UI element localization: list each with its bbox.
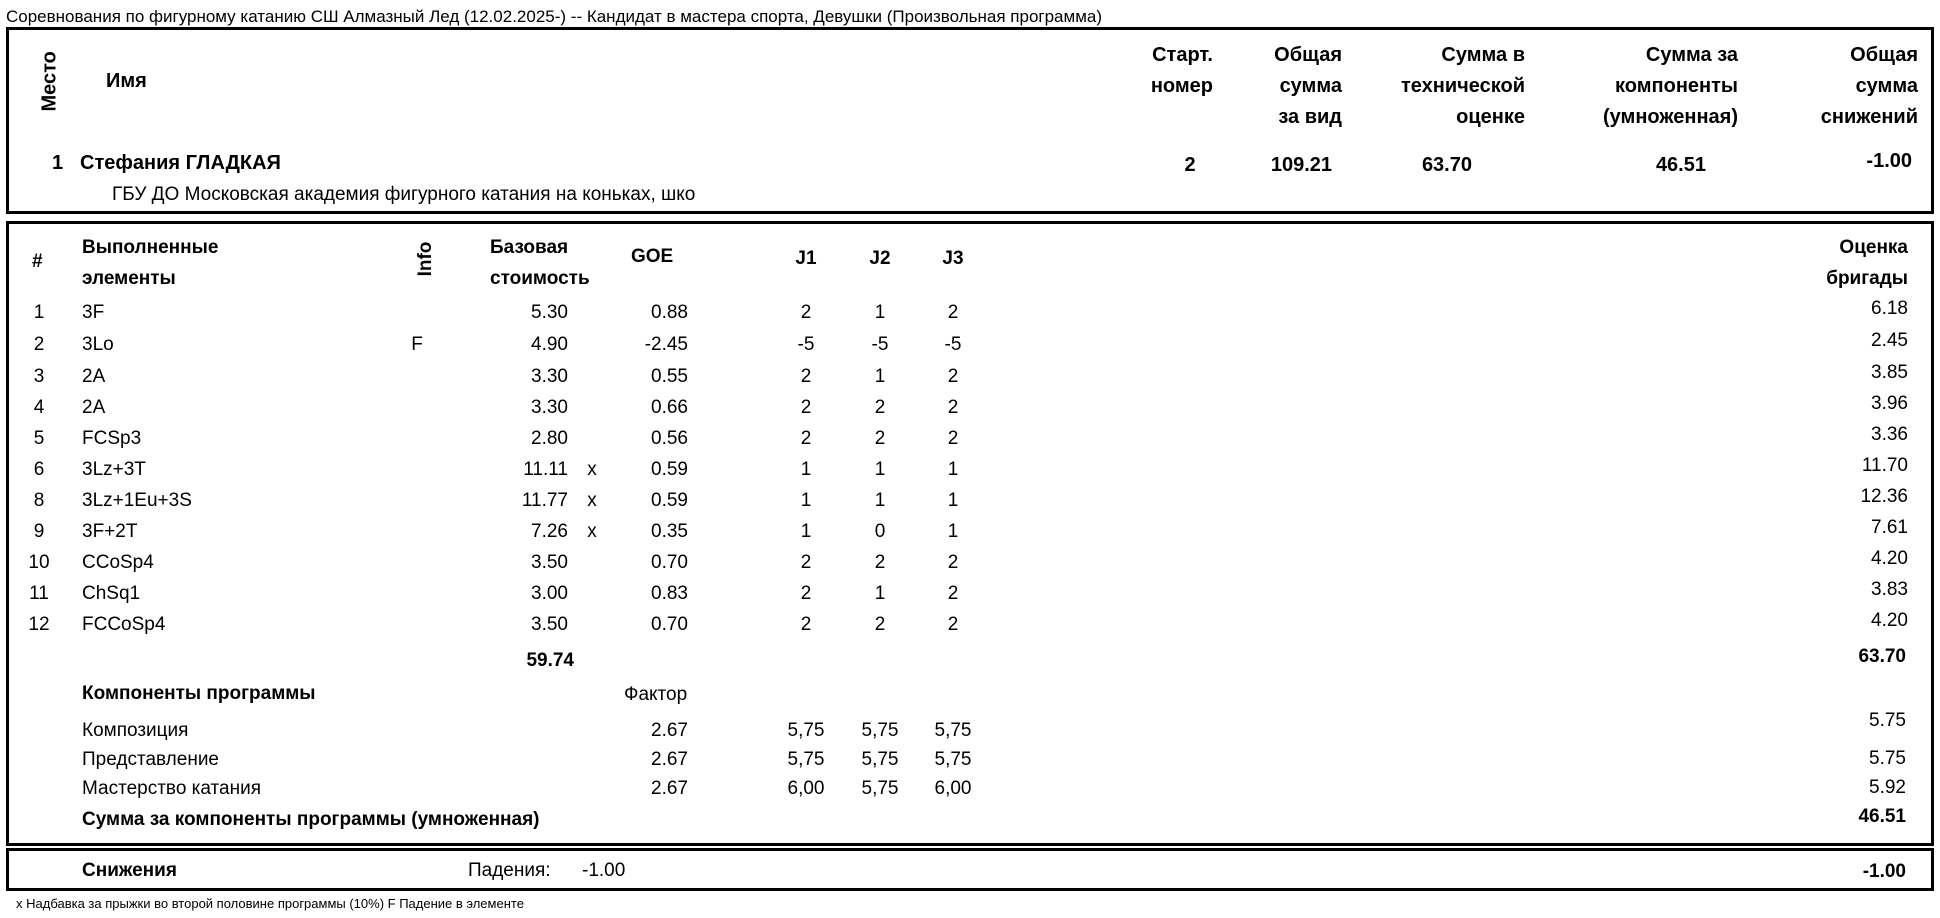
element-j2: 1 [874,583,886,604]
element-goe: 0.35 [651,521,688,542]
element-num: 2 [33,334,45,355]
element-num: 11 [29,583,49,604]
element-base: 11.77 [521,490,568,511]
element-j1: 2 [800,552,812,573]
element-j1: 2 [800,428,812,449]
element-num: 4 [33,397,45,418]
element-j2: 0 [874,521,886,542]
falls-value: -1.00 [582,860,626,881]
header-pcs: Сумма за компоненты (умноженная) [1603,44,1738,128]
element-j2: -5 [871,334,889,355]
element-name: ChSq1 [82,583,141,604]
element-num: 10 [28,552,50,573]
component-j3: 5,75 [934,720,972,741]
element-j2: 2 [874,614,886,635]
element-j3: 2 [947,583,959,604]
element-j3: 2 [947,428,959,449]
footnote: x Надбавка за прыжки во второй половине программы (10%) F Падение в элементе [16,896,524,911]
element-score: 7.61 [1871,517,1908,538]
element-num: 5 [33,428,45,449]
element-j3: 2 [947,614,959,635]
component-j1: 5,75 [787,749,825,770]
component-j3: 6,00 [934,778,972,799]
el-header-score: Оценка бригады [1826,237,1908,289]
element-name: FCCoSp4 [82,614,166,635]
element-score: 2.45 [1871,330,1908,351]
element-score: 6.18 [1871,298,1908,319]
element-j1: 2 [800,397,812,418]
element-j2: 1 [874,459,886,480]
element-base: 3.30 [531,397,568,418]
element-num: 3 [33,366,45,387]
element-score: 12.36 [1860,486,1908,507]
element-goe: 0.55 [651,366,688,387]
element-j2: 2 [874,552,886,573]
element-j1: 1 [800,521,812,542]
element-name: 3Lz+3T [82,459,146,480]
element-x: x [587,521,597,542]
header-start: Старт. номер [1150,44,1213,97]
component-score: 5.92 [1869,777,1906,798]
skater-tes: 63.70 [1421,154,1472,176]
element-num: 6 [33,459,45,480]
element-goe: 0.83 [651,583,688,604]
skater-pcs: 46.51 [1655,154,1706,176]
element-name: 3Lz+1Eu+3S [82,490,192,511]
element-base: 3.00 [531,583,568,604]
element-base: 3.50 [531,614,568,635]
element-info: F [411,334,423,355]
element-j3: 1 [947,459,959,480]
element-j1: -5 [797,334,815,355]
element-j1: 2 [800,583,812,604]
element-base: 3.50 [531,552,568,573]
element-score: 11.70 [1861,455,1908,476]
element-j3: 2 [947,397,959,418]
skater-place: 1 [52,152,64,174]
element-j3: 2 [947,302,959,323]
component-score: 5.75 [1869,710,1906,731]
components-title: Компоненты программы [82,683,316,704]
element-j2: 2 [874,397,886,418]
element-j2: 1 [874,490,886,511]
element-j3: 2 [947,366,959,387]
element-score: 3.83 [1871,579,1908,600]
element-goe: 0.88 [651,302,688,323]
element-name: 2A [82,366,106,387]
component-factor: 2.67 [651,749,688,770]
element-goe: -2.45 [644,334,688,355]
deductions-total: -1.00 [1862,861,1906,882]
el-header-num: # [32,251,43,272]
element-j3: 2 [947,552,959,573]
el-header-elements: Выполненные элементы [82,237,219,289]
components-total-label: Сумма за компоненты программы (умноженная) [82,809,540,830]
element-j3: 1 [947,490,959,511]
element-name: 3F+2T [82,521,138,542]
element-base: 5.30 [531,302,568,323]
element-name: 3F [82,302,105,323]
element-base: 4.90 [531,334,568,355]
deductions-label: Снижения [82,860,177,881]
component-name: Представление [82,749,219,770]
element-base: 11.11 [523,459,568,480]
element-goe: 0.59 [651,459,688,480]
element-j1: 2 [800,614,812,635]
component-factor: 2.67 [651,778,688,799]
element-name: 3Lo [82,334,114,355]
skater-total: 109.21 [1270,154,1332,176]
element-score: 3.96 [1871,393,1908,414]
element-goe: 0.70 [651,614,688,635]
element-x: x [587,459,597,480]
header-tes: Сумма в технической оценке [1400,44,1525,128]
component-j2: 5,75 [861,749,899,770]
header-place: Место [38,51,61,112]
el-header-base: Базовая стоимость [490,237,590,289]
component-factor: 2.67 [651,720,688,741]
component-score: 5.75 [1869,748,1906,769]
element-score: 4.20 [1871,610,1908,631]
component-j1: 6,00 [787,778,825,799]
element-num: 9 [33,521,45,542]
element-x: x [587,490,597,511]
element-num: 8 [33,490,45,511]
element-name: 2A [82,397,106,418]
element-j2: 1 [874,302,886,323]
element-num: 1 [33,302,45,323]
element-goe: 0.70 [651,552,688,573]
component-name: Мастерство катания [82,778,261,799]
element-j2: 1 [874,366,886,387]
element-j3: -5 [944,334,962,355]
element-goe: 0.56 [651,428,688,449]
component-j3: 5,75 [934,749,972,770]
page-title: Соревнования по фигурному катанию СШ Алмазный Лед (12.02.2025-) -- Кандидат в мастера спорта, Девушки (Произвольная программа) [6,7,1102,26]
falls-label: Падения: [468,860,551,881]
component-j2: 5,75 [861,778,899,799]
element-j1: 2 [800,302,812,323]
el-header-info: Info [415,241,436,277]
element-base: 2.80 [531,428,568,449]
element-base: 7.26 [531,521,568,542]
element-name: FCSp3 [82,428,142,449]
deductions-box [6,848,1934,891]
skater-club: ГБУ ДО Московская академия фигурного катания на коньках, шко [112,184,696,205]
element-base: 3.30 [531,366,568,387]
components-total: 46.51 [1858,806,1906,827]
element-j1: 2 [800,366,812,387]
header-deductions: Общая сумма снижений [1820,44,1918,128]
header-name: Имя [106,70,147,92]
base-total: 59.74 [526,650,574,671]
component-j1: 5,75 [787,720,825,741]
el-header-j2: J2 [869,248,891,269]
component-name: Композиция [82,720,189,741]
component-j2: 5,75 [861,720,899,741]
element-score: 4.20 [1871,548,1908,569]
el-header-j3: J3 [942,248,964,269]
element-j3: 1 [947,521,959,542]
components-factor-label: Фактор [624,684,688,705]
element-score: 3.85 [1871,362,1908,383]
skater-deductions: -1.00 [1866,150,1912,172]
skater-start-no: 2 [1184,154,1196,176]
element-goe: 0.66 [651,397,688,418]
element-j2: 2 [874,428,886,449]
element-j1: 1 [800,490,812,511]
el-header-goe: GOE [631,246,674,267]
element-j1: 1 [800,459,812,480]
element-score: 3.36 [1871,424,1908,445]
element-name: CCoSp4 [82,552,154,573]
element-goe: 0.59 [651,490,688,511]
element-num: 12 [28,614,50,635]
el-header-j1: J1 [795,248,817,269]
tes-total: 63.70 [1858,646,1906,667]
skater-name: Стефания ГЛАДКАЯ [80,152,281,174]
header-total: Общая сумма за вид [1274,44,1342,128]
